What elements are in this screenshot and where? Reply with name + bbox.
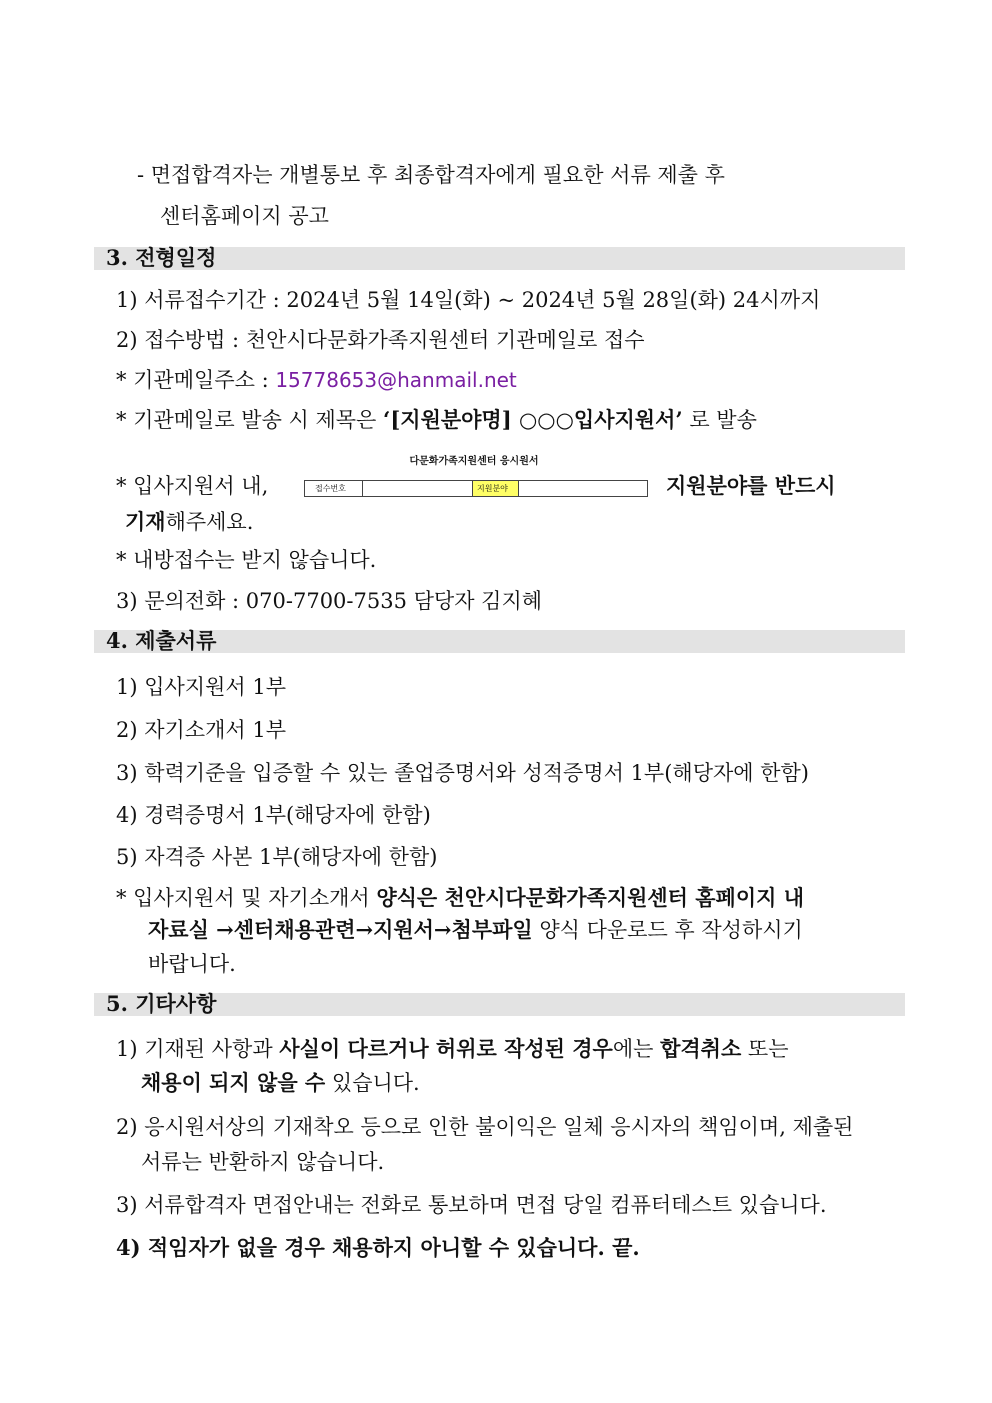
- form-note-line-2: 기재해주세요.: [125, 509, 254, 534]
- document-item-4: 4) 경력증명서 1부(해당자에 한함): [116, 803, 431, 827]
- mail-link[interactable]: 15778653@hanmail.net: [275, 368, 517, 392]
- form-cell-receipt-number: 접수번호: [305, 481, 363, 496]
- document-item-5: 5) 자격증 사본 1부(해당자에 한함): [116, 845, 438, 869]
- document-item-1: 1) 입사지원서 1부: [116, 675, 286, 699]
- form-cell-empty-2: [519, 481, 647, 496]
- mail-address-line: * 기관메일주소 : 15778653@hanmail.net: [116, 368, 517, 392]
- form-note-prefix: * 입사지원서 내,: [116, 474, 269, 498]
- misc-item-1: 1) 기재된 사항과 사실이 다르거나 허위로 작성된 경우에는 합격취소 또는: [116, 1036, 789, 1061]
- form-cell-empty: [363, 481, 473, 496]
- misc-item-2: 2) 응시원서상의 기재착오 등으로 인한 불이익은 일체 응시자의 책임이며, 제출된: [116, 1115, 854, 1139]
- form-download-note-3: 바랍니다.: [148, 952, 236, 976]
- form-title: 다문화가족지원센터 응시원서: [409, 456, 539, 467]
- intro-line-2: 센터홈페이지 공고: [160, 204, 329, 228]
- schedule-item-3: 3) 문의전화 : 070-7700-7535 담당자 김지혜: [116, 589, 543, 613]
- section-4-header: [94, 630, 905, 653]
- section-3-header: [94, 247, 905, 270]
- form-download-note-2: 자료실 →센터채용관련→지원서→첨부파일 양식 다운로드 후 작성하시기: [148, 917, 803, 942]
- document-item-3: 3) 학력기준을 입증할 수 있는 졸업증명서와 성적증명서 1부(해당자에 한함): [116, 761, 809, 785]
- mail-subject-line: * 기관메일로 발송 시 제목은 ‘[지원분야명] ○○○입사지원서’ 로 발송: [116, 407, 757, 432]
- section-4-title: 4. 제출서류: [106, 628, 217, 653]
- schedule-item-2: 2) 접수방법 : 천안시다문화가족지원센터 기관메일로 접수: [116, 328, 645, 352]
- form-cell-field-highlight: 지원분야: [473, 481, 519, 496]
- schedule-item-1: 1) 서류접수기간 : 2024년 5월 14일(화) ~ 2024년 5월 28일(화) 24시까지: [116, 288, 821, 312]
- document-item-2: 2) 자기소개서 1부: [116, 718, 286, 742]
- application-form-image: [300, 455, 648, 501]
- form-download-note-1: * 입사지원서 및 자기소개서 양식은 천안시다문화가족지원센터 홈페이지 내: [116, 885, 805, 910]
- form-row: [304, 480, 648, 497]
- section-3-title: 3. 전형일정: [106, 245, 217, 270]
- misc-item-4: 4) 적임자가 없을 경우 채용하지 아니할 수 있습니다. 끝.: [116, 1235, 640, 1260]
- visit-note: * 내방접수는 받지 않습니다.: [116, 548, 377, 572]
- misc-item-1-cont: 채용이 되지 않을 수 있습니다.: [141, 1070, 420, 1095]
- intro-line-1: - 면접합격자는 개별통보 후 최종합격자에게 필요한 서류 제출 후: [137, 163, 725, 187]
- form-note-suffix: 지원분야를 반드시: [666, 473, 836, 498]
- section-5-title: 5. 기타사항: [106, 991, 217, 1016]
- section-5-header: [94, 993, 905, 1016]
- misc-item-3: 3) 서류합격자 면접안내는 전화로 통보하며 면접 당일 컴퓨터테스트 있습니다.: [116, 1193, 827, 1217]
- misc-item-2-cont: 서류는 반환하지 않습니다.: [141, 1150, 385, 1174]
